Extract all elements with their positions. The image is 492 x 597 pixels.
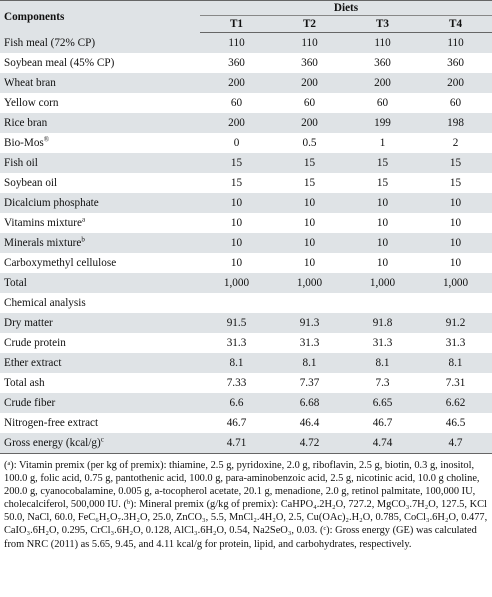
table-row xyxy=(0,173,492,193)
table-row xyxy=(0,273,492,293)
row-label xyxy=(0,273,200,293)
row-label-text: Yellow corn xyxy=(4,97,59,109)
cell-t4: 10 xyxy=(419,233,492,253)
cell-t3: 10 xyxy=(346,233,419,253)
cell-t4: 60 xyxy=(419,93,492,113)
cell-t3: 1,000 xyxy=(346,273,419,293)
row-label xyxy=(0,33,200,54)
table-row xyxy=(0,213,492,233)
row-label-footnote-mark: a xyxy=(81,215,86,224)
row-label-text: Soybean meal (45% CP) xyxy=(4,57,115,69)
row-label-text: Nitrogen-free extract xyxy=(4,417,99,429)
row-label xyxy=(0,133,200,153)
cell-t3: 4.74 xyxy=(346,433,419,454)
cell-t2: 110 xyxy=(273,33,346,54)
row-label xyxy=(0,333,200,353)
row-label-text: Wheat bran xyxy=(4,77,56,89)
row-label-text: Dry matter xyxy=(4,317,53,329)
row-label-text: Gross energy (kcal/g) xyxy=(4,437,101,449)
row-label-text: Crude fiber xyxy=(4,397,56,409)
cell-t2: 91.3 xyxy=(273,313,346,333)
table-row xyxy=(0,113,492,133)
cell-t3: 10 xyxy=(346,213,419,233)
cell-t2: 10 xyxy=(273,253,346,273)
cell-t3: 199 xyxy=(346,113,419,133)
row-label-text: Total xyxy=(4,277,27,289)
row-label-text: Minerals mixture xyxy=(4,237,82,249)
cell-t2: 200 xyxy=(273,113,346,133)
cell-t3: 46.7 xyxy=(346,413,419,433)
row-label xyxy=(0,53,200,73)
row-label xyxy=(0,353,200,373)
row-label xyxy=(0,313,200,333)
table-body xyxy=(0,33,492,454)
cell-t3 xyxy=(346,293,419,313)
table-row xyxy=(0,373,492,393)
cell-t2: 8.1 xyxy=(273,353,346,373)
cell-t3: 10 xyxy=(346,193,419,213)
cell-t2 xyxy=(273,293,346,313)
table-row xyxy=(0,293,492,313)
cell-t1: 31.3 xyxy=(200,333,273,353)
cell-t2: 60 xyxy=(273,93,346,113)
cell-t3: 31.3 xyxy=(346,333,419,353)
row-label-footnote-mark: c xyxy=(100,435,104,444)
table-row xyxy=(0,73,492,93)
cell-t3: 360 xyxy=(346,53,419,73)
cell-t4: 46.5 xyxy=(419,413,492,433)
row-label-text: Vitamins mixture xyxy=(4,217,82,229)
cell-t3: 15 xyxy=(346,153,419,173)
cell-t2: 4.72 xyxy=(273,433,346,454)
cell-t2: 360 xyxy=(273,53,346,73)
cell-t3: 7.3 xyxy=(346,373,419,393)
cell-t1: 46.7 xyxy=(200,413,273,433)
cell-t4: 1,000 xyxy=(419,273,492,293)
cell-t4: 2 xyxy=(419,133,492,153)
cell-t1: 360 xyxy=(200,53,273,73)
cell-t1: 4.71 xyxy=(200,433,273,454)
table-row xyxy=(0,433,492,454)
table-row xyxy=(0,153,492,173)
cell-t2: 31.3 xyxy=(273,333,346,353)
table-row xyxy=(0,333,492,353)
cell-t3: 6.65 xyxy=(346,393,419,413)
row-label xyxy=(0,113,200,133)
row-label-text: Fish meal (72% CP) xyxy=(4,36,96,49)
cell-t4: 360 xyxy=(419,53,492,73)
diet-column-t2: T2 xyxy=(273,16,346,33)
cell-t1: 200 xyxy=(200,73,273,93)
cell-t1: 1,000 xyxy=(200,273,273,293)
cell-t4: 4.7 xyxy=(419,433,492,454)
row-label xyxy=(0,73,200,93)
diet-column-t3: T3 xyxy=(346,16,419,33)
cell-t3: 15 xyxy=(346,173,419,193)
table-row xyxy=(0,93,492,113)
row-label xyxy=(0,293,200,313)
cell-t1: 15 xyxy=(200,153,273,173)
cell-t4: 110 xyxy=(419,33,492,54)
diets-header: Diets xyxy=(200,1,492,16)
row-label-text: Bio-Mos xyxy=(4,137,44,149)
table-row xyxy=(0,393,492,413)
table-row xyxy=(0,233,492,253)
cell-t1: 0 xyxy=(200,133,273,153)
cell-t4: 7.31 xyxy=(419,373,492,393)
cell-t1: 15 xyxy=(200,173,273,193)
cell-t4: 198 xyxy=(419,113,492,133)
row-label-text: Fish oil xyxy=(4,157,38,169)
cell-t3: 200 xyxy=(346,73,419,93)
cell-t4: 15 xyxy=(419,173,492,193)
row-label-text: Rice bran xyxy=(4,117,48,129)
cell-t2: 10 xyxy=(273,213,346,233)
cell-t2: 46.4 xyxy=(273,413,346,433)
cell-t4: 15 xyxy=(419,153,492,173)
table-row xyxy=(0,33,492,54)
row-label-footnote-mark: ® xyxy=(43,135,50,144)
table-row xyxy=(0,133,492,153)
cell-t2: 15 xyxy=(273,153,346,173)
row-label-text: Ether extract xyxy=(4,357,62,369)
table-row xyxy=(0,253,492,273)
cell-t4: 31.3 xyxy=(419,333,492,353)
cell-t1: 110 xyxy=(200,33,273,54)
diet-column-t1: T1 xyxy=(200,16,273,33)
row-label-text: Soybean oil xyxy=(4,177,58,189)
row-label xyxy=(0,253,200,273)
row-label xyxy=(0,233,200,253)
cell-t2: 7.37 xyxy=(273,373,346,393)
row-label xyxy=(0,153,200,173)
row-label-text: Dicalcium phosphate xyxy=(4,197,99,209)
diet-column-t4: T4 xyxy=(419,16,492,33)
cell-t1: 10 xyxy=(200,193,273,213)
row-label xyxy=(0,433,200,454)
cell-t1: 200 xyxy=(200,113,273,133)
cell-t1: 10 xyxy=(200,213,273,233)
components-header: Components xyxy=(0,1,200,33)
cell-t3: 8.1 xyxy=(346,353,419,373)
cell-t1: 8.1 xyxy=(200,353,273,373)
cell-t2: 1,000 xyxy=(273,273,346,293)
cell-t4: 8.1 xyxy=(419,353,492,373)
cell-t3: 60 xyxy=(346,93,419,113)
row-label xyxy=(0,93,200,113)
cell-t4: 10 xyxy=(419,193,492,213)
table-header-row-1 xyxy=(0,1,492,16)
table-row xyxy=(0,353,492,373)
cell-t2: 6.68 xyxy=(273,393,346,413)
row-label-footnote-mark: b xyxy=(81,235,85,244)
table-row xyxy=(0,53,492,73)
cell-t1: 10 xyxy=(200,233,273,253)
row-label-text: Total ash xyxy=(4,377,45,389)
row-label-text: Chemical analysis xyxy=(4,297,86,309)
cell-t2: 15 xyxy=(273,173,346,193)
row-label xyxy=(0,373,200,393)
cell-t4: 10 xyxy=(419,213,492,233)
cell-t1: 6.6 xyxy=(200,393,273,413)
cell-t3: 91.8 xyxy=(346,313,419,333)
row-label-text: Carboxymethyl cellulose xyxy=(4,257,117,269)
cell-t1: 7.33 xyxy=(200,373,273,393)
cell-t1: 10 xyxy=(200,253,273,273)
table-row xyxy=(0,313,492,333)
cell-t4: 200 xyxy=(419,73,492,93)
cell-t4 xyxy=(419,293,492,313)
cell-t3: 10 xyxy=(346,253,419,273)
row-label xyxy=(0,393,200,413)
cell-t2: 200 xyxy=(273,73,346,93)
cell-t3: 110 xyxy=(346,33,419,54)
cell-t1 xyxy=(200,293,273,313)
table-row xyxy=(0,193,492,213)
cell-t4: 91.2 xyxy=(419,313,492,333)
row-label xyxy=(0,173,200,193)
table-footnote: (ᵃ): Vitamin premix (per kg of premix): thiamine, 2.5 g, pyridoxine, 2.0 g, riboflavin, 2.5 g, biotin, 0.3 g, inositol, 100.0 g, folic acid, 0.75 g, pantothenic acid, 100.0 g, para-aminobenzoic acid, 2.5 g, nicotinic acid, 10.0 g choline, 200.0 g, cyanocobalamine, 0.005 g, a-tocopherol acetate, 20.1 g, menadione, 2.0 g, retinol palmitate, 100,000 IU, cholecalciferol, 500,000 IU. (ᵇ): Mineral premix (g/kg of premix): CaHPO₄.2H₂O, 727.2, MgCO₃.7H₂O, 127.5, KCl 50.0, NaCl, 60.0, FeC₆H₅O₇.3H₂O, 25.0, ZnCO₃, 5.5, MnCl₂.4H₂O, 2.5, Cu(OAc)₂.H₂O, 0.785, CoCl₃.6H₂O, 0.477, CaIO₃.6H₂O, 0.295, CrCl₃.6H₂O, 0.128, AlCl₃.6H₂O, 0.54, Na2SeO₃, 0.03. (ᶜ): Gross energy (GE) was calculated from NRC (2011) as 5.65, 9.45, and 4.11 kcal/g for protein, lipid, and carbohydrates, respectively. xyxy=(4,460,488,550)
cell-t3: 1 xyxy=(346,133,419,153)
row-label xyxy=(0,413,200,433)
cell-t4: 10 xyxy=(419,253,492,273)
row-label xyxy=(0,213,200,233)
cell-t2: 0.5 xyxy=(273,133,346,153)
cell-t1: 91.5 xyxy=(200,313,273,333)
table-row xyxy=(0,413,492,433)
row-label xyxy=(0,193,200,213)
cell-t1: 60 xyxy=(200,93,273,113)
row-label-text: Crude protein xyxy=(4,337,66,349)
cell-t2: 10 xyxy=(273,233,346,253)
cell-t4: 6.62 xyxy=(419,393,492,413)
cell-t2: 10 xyxy=(273,193,346,213)
